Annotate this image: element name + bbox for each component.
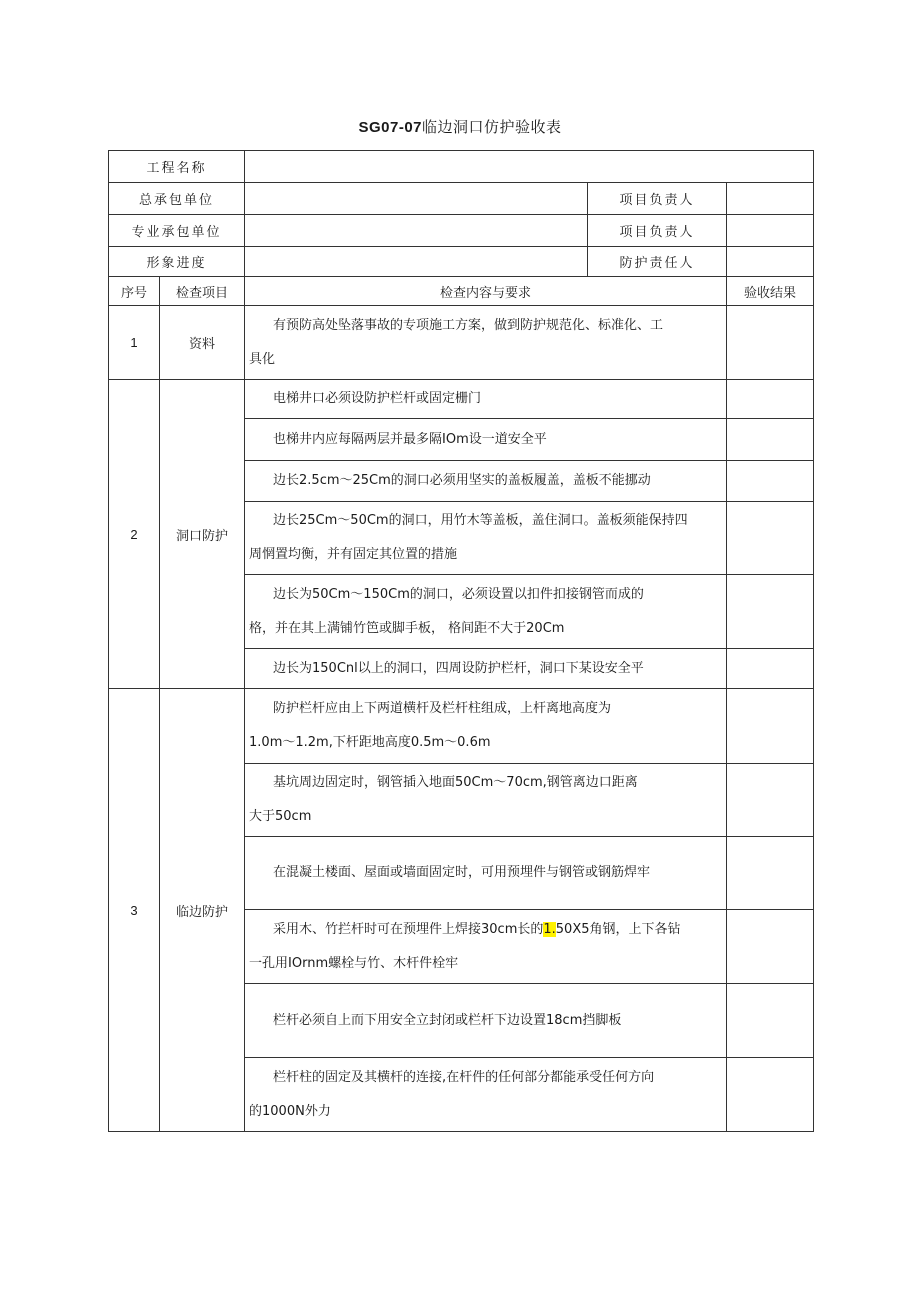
row2-result-4[interactable] xyxy=(727,502,814,575)
row2-result-6[interactable] xyxy=(727,649,814,689)
row1-result[interactable] xyxy=(727,306,814,380)
row3-item: 临边防护 xyxy=(160,689,245,1132)
row3-req-3: 在混凝土楼面、屋面或墙面固定时，可用预埋件与钢管或钢筋焊牢 xyxy=(245,837,727,910)
highlighted-text: 1. xyxy=(543,921,556,937)
row2-req-5: 边长为50Cm～150Cm的洞口，必须设置以扣件扣接钢管而成的 格，并在其上满铺竹笆或脚手板， 格间距不大于20Cm xyxy=(245,575,727,649)
row3-result-6[interactable] xyxy=(727,1058,814,1132)
row1-content: 有预防高处坠落事故的专项施工方案，做到防护规范化、标准化、工 具化 xyxy=(245,306,727,380)
header-seq: 序号 xyxy=(109,277,160,306)
row2-req-3: 边长2.5cm～25Cm的洞口必须用坚实的盖板履盖，盖板不能挪动 xyxy=(245,461,727,502)
row3-req-1: 防护栏杆应由上下两道横杆及栏杆柱组成，上杆离地高度为 1.0m～1.2m,下杆距地高度0.5m～0.6m xyxy=(245,689,727,764)
row3-req-4: 采用木、竹拦杆时可在预埋件上焊接30cm长的1.50X5角钢，上下各钻 一孔用IOrnm螺栓与竹、木杆件栓牢 xyxy=(245,910,727,984)
general-contractor-value[interactable] xyxy=(245,183,588,215)
project-manager-label: 项目负责人 xyxy=(588,183,727,215)
project-manager-value[interactable] xyxy=(727,183,814,215)
protection-person-label: 防护责任人 xyxy=(588,247,727,277)
project-name-value[interactable] xyxy=(245,151,814,183)
specialty-contractor-value[interactable] xyxy=(245,215,588,247)
row2-seq: 2 xyxy=(109,380,160,689)
row3-req-2: 基坑周边固定时，钢管插入地面50Cm～70cm,钢管离边口距离 大于50cm xyxy=(245,764,727,837)
project-name-label: 工程名称 xyxy=(109,151,245,183)
row2-result-1[interactable] xyxy=(727,380,814,419)
row3-result-2[interactable] xyxy=(727,764,814,837)
row2-req-6: 边长为150Cnl以上的洞口，四周设防护栏杆，洞口下某设安全平 xyxy=(245,649,727,689)
general-contractor-label: 总承包单位 xyxy=(109,183,245,215)
row1-item: 资料 xyxy=(160,306,245,380)
row3-seq: 3 xyxy=(109,689,160,1132)
row2-result-5[interactable] xyxy=(727,575,814,649)
protection-person-value[interactable] xyxy=(727,247,814,277)
row3-req-5: 栏杆必须自上而下用安全立封闭或栏杆下边设置18cm挡脚板 xyxy=(245,984,727,1058)
page-title xyxy=(0,116,920,137)
row3-result-1[interactable] xyxy=(727,689,814,764)
header-item: 检查项目 xyxy=(160,277,245,306)
row3-req-6: 栏杆柱的固定及其横杆的连接,在杆件的任何部分都能承受任何方向 的1000N外力 xyxy=(245,1058,727,1132)
header-content: 检查内容与要求 xyxy=(245,277,727,306)
row3-result-4[interactable] xyxy=(727,910,814,984)
header-result: 验收结果 xyxy=(727,277,814,306)
row2-result-2[interactable] xyxy=(727,419,814,461)
specialty-contractor-label: 专业承包单位 xyxy=(109,215,245,247)
project-manager-value-2[interactable] xyxy=(727,215,814,247)
row2-result-3[interactable] xyxy=(727,461,814,502)
row3-result-5[interactable] xyxy=(727,984,814,1058)
project-manager-label-2: 项目负责人 xyxy=(588,215,727,247)
form-code: SG07-07 xyxy=(358,119,423,136)
progress-value[interactable] xyxy=(245,247,588,277)
inspection-table xyxy=(108,150,814,1132)
form-title-text: 临边洞口仿护验收表 xyxy=(422,118,562,136)
row3-result-3[interactable] xyxy=(727,837,814,910)
progress-label: 形象进度 xyxy=(109,247,245,277)
row2-req-2: 也梯井内应每隔两层并最多隔IOm设一道安全平 xyxy=(245,419,727,461)
row2-req-4: 边长25Cm～50Cm的洞口，用竹木等盖板，盖住洞口。盖板须能保持四 周惘置均衡，并有固定其位置的措施 xyxy=(245,502,727,575)
row2-req-1: 电梯井口必须设防护栏杆或固定栅门 xyxy=(245,380,727,419)
row2-item: 洞口防护 xyxy=(160,380,245,689)
row1-seq: 1 xyxy=(109,306,160,380)
